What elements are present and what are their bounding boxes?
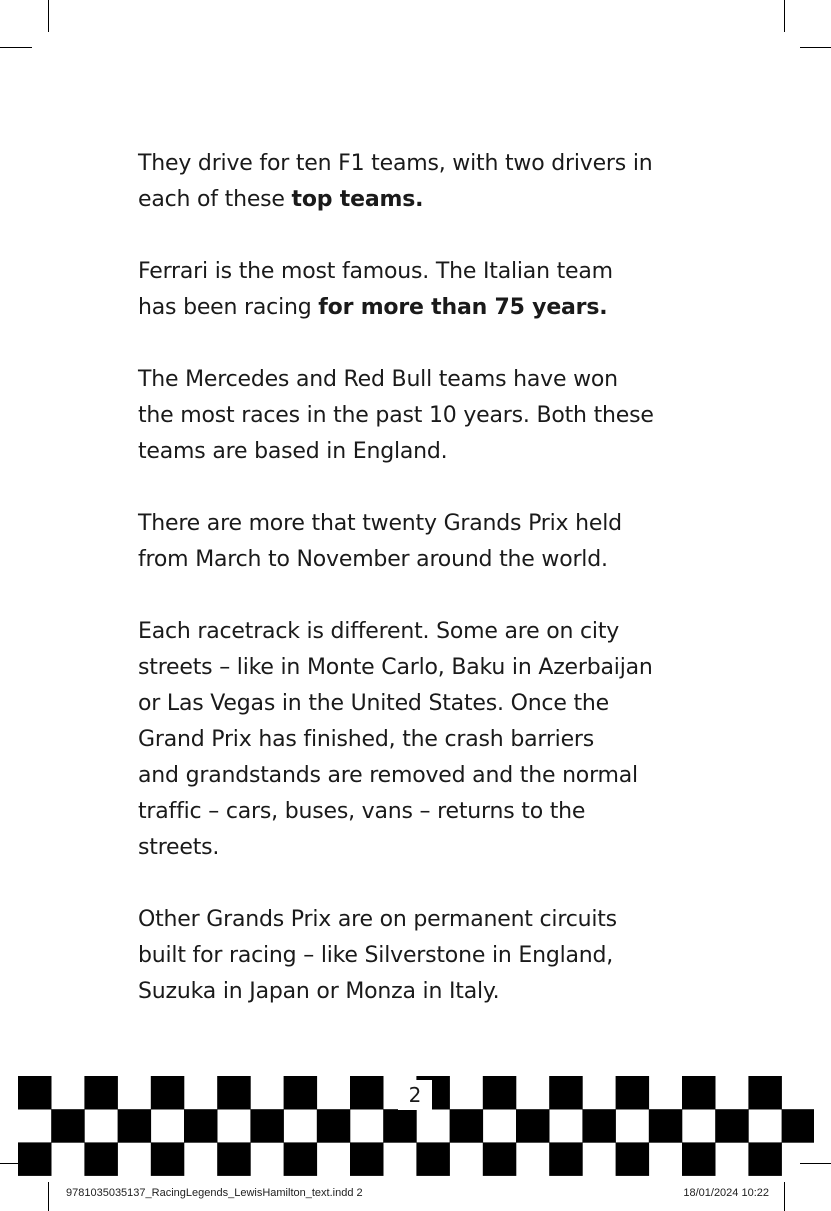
- checker-square: [151, 1142, 185, 1176]
- paragraph-4: [138, 506, 708, 578]
- paragraph-1-bold: top teams.: [291, 187, 424, 212]
- checker-square: [616, 1142, 650, 1176]
- page-number: 2: [398, 1080, 432, 1110]
- checker-square: [383, 1109, 417, 1143]
- paragraph-5-text: Each racetrack is different. Some are on city streets – like in Monte Carlo, Baku in Azerbaijan or Las Vegas in the United States. Once the Grand Prix has finished, the crash barriers and grandstands are removed and the normal traffic – cars, buses, vans – returns to the streets.: [138, 619, 653, 860]
- paragraph-6-text: Other Grands Prix are on permanent circuits built for racing – like Silverstone in England, Suzuka in Japan or Monza in Italy.: [138, 907, 617, 1004]
- checker-square: [516, 1109, 550, 1143]
- slug-file-name: 9781035035137_RacingLegends_LewisHamilton_text.indd 2: [66, 1187, 363, 1199]
- crop-mark-top-left-horizontal: [0, 47, 32, 48]
- crop-mark-bottom-right-vertical: [784, 1182, 785, 1211]
- checker-square: [715, 1109, 749, 1143]
- checker-square: [416, 1142, 450, 1176]
- checker-square: [582, 1109, 616, 1143]
- crop-mark-bottom-left-vertical: [48, 1182, 49, 1211]
- checker-square: [18, 1142, 52, 1176]
- paragraph-1: [138, 146, 708, 218]
- crop-mark-top-right-horizontal: [800, 47, 831, 48]
- checker-square: [317, 1109, 351, 1143]
- checker-square: [18, 1076, 52, 1110]
- paragraph-2-text: Ferrari is the most famous. The Italian team has been racing: [138, 259, 613, 320]
- paragraph-3: [138, 362, 708, 470]
- checker-square: [350, 1142, 384, 1176]
- paragraph-2-bold: for more than 75 years.: [318, 295, 608, 320]
- checker-square: [184, 1109, 218, 1143]
- paragraph-3-text: The Mercedes and Red Bull teams have won the most races in the past 10 years. Both these teams are based in England.: [138, 367, 654, 464]
- checker-square: [682, 1142, 716, 1176]
- page-body-text: [138, 146, 708, 1046]
- checker-square: [84, 1142, 118, 1176]
- checker-square: [782, 1109, 814, 1143]
- checker-square: [682, 1076, 716, 1110]
- checker-square: [549, 1076, 583, 1110]
- checker-square: [748, 1142, 782, 1176]
- checker-square: [284, 1142, 318, 1176]
- checker-square: [649, 1109, 683, 1143]
- checker-square: [250, 1109, 284, 1143]
- checker-square: [748, 1076, 782, 1110]
- checker-square: [450, 1109, 484, 1143]
- paragraph-2: [138, 254, 708, 326]
- checker-square: [217, 1076, 251, 1110]
- paragraph-6: [138, 902, 708, 1010]
- paragraph-4-text: There are more that twenty Grands Prix held from March to November around the world.: [138, 511, 622, 572]
- checker-square: [284, 1076, 318, 1110]
- checker-square: [549, 1142, 583, 1176]
- slug-date-time: 18/01/2024 10:22: [683, 1187, 769, 1199]
- checker-square: [616, 1076, 650, 1110]
- checker-square: [350, 1076, 384, 1110]
- checker-square: [118, 1109, 152, 1143]
- checker-square: [483, 1142, 517, 1176]
- paragraph-1-text: They drive for ten F1 teams, with two drivers in each of these: [138, 151, 653, 212]
- crop-mark-top-left-vertical: [48, 0, 49, 32]
- paragraph-5: [138, 614, 708, 866]
- checker-square: [483, 1076, 517, 1110]
- checker-square: [51, 1109, 84, 1143]
- checker-square: [151, 1076, 185, 1110]
- crop-mark-top-right-vertical: [784, 0, 785, 32]
- checker-square: [217, 1142, 251, 1176]
- checker-square: [84, 1076, 118, 1110]
